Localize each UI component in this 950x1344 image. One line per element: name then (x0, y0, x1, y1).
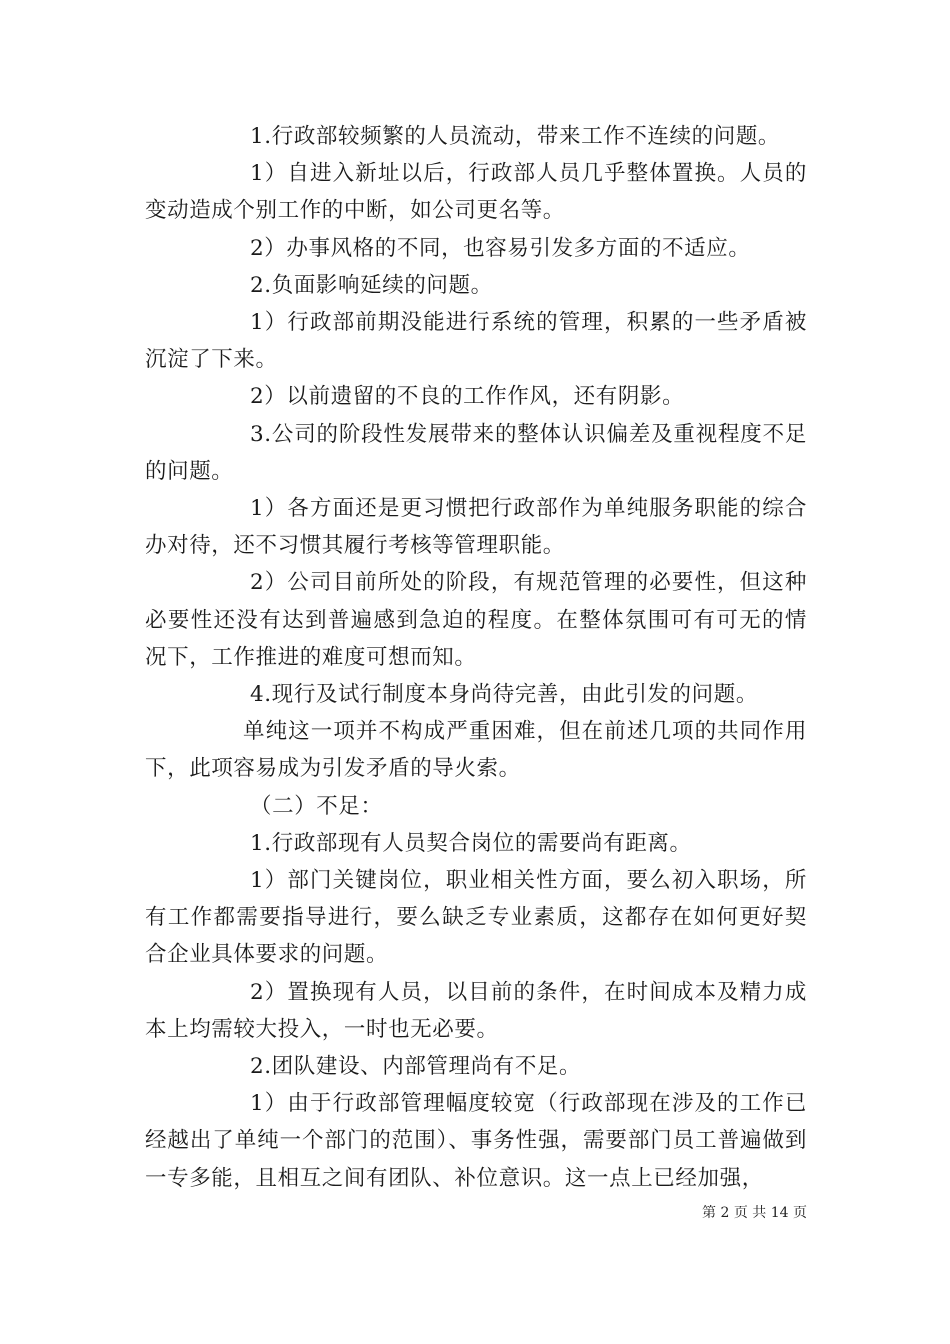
paragraph: 2.负面影响延续的问题。 (250, 272, 493, 298)
paragraph: 4.现行及试行制度本身尚待完善，由此引发的问题。 (250, 682, 758, 708)
paragraph: 1）由于行政部管理幅度较宽（行政部现在涉及的工作已经越出了单纯一个部门的范围）、事务性强，需要部门员工普遍做到一专多能，且相互之间有团队、补位意识。这一点上已经加强， (145, 1091, 807, 1191)
paragraph: 1）行政部前期没能进行系统的管理，积累的一些矛盾被沉淀了下来。 (145, 310, 807, 373)
paragraph: 2）公司目前所处的阶段，有规范管理的必要性，但这种必要性还没有达到普遍感到急迫的程度。在整体氛围可有可无的情况下，工作推进的难度可想而知。 (145, 570, 807, 670)
paragraph: 2）办事风格的不同，也容易引发多方面的不适应。 (250, 235, 751, 261)
paragraph: 1）部门关键岗位，职业相关性方面，要么初入职场，所有工作都需要指导进行，要么缺乏专业素质，这都存在如何更好契合企业具体要求的问题。 (145, 868, 807, 968)
paragraph: 2）置换现有人员，以目前的条件，在时间成本及精力成本上均需较大投入，一时也无必要。 (145, 979, 807, 1042)
paragraph: 1）自进入新址以后，行政部人员几乎整体置换。人员的变动造成个别工作的中断，如公司更名等。 (145, 161, 807, 224)
page-number-footer: 第 2 页 共 14 页 (702, 1205, 807, 1221)
paragraph: 2）以前遗留的不良的工作作风，还有阴影。 (250, 384, 685, 410)
paragraph: 3.公司的阶段性发展带来的整体认识偏差及重视程度不足的问题。 (145, 421, 807, 484)
paragraph: 1.行政部较频繁的人员流动，带来工作不连续的问题。 (250, 124, 781, 149)
section-heading: （二）不足： (250, 793, 383, 819)
paragraph: 2.团队建设、内部管理尚有不足。 (250, 1054, 582, 1080)
paragraph: 1）各方面还是更习惯把行政部作为单纯服务职能的综合办对待，还不习惯其履行考核等管理职能。 (145, 496, 807, 559)
paragraph: 单纯这一项并不构成严重困难，但在前述几项的共同作用下，此项容易成为引发矛盾的导火索。 (145, 719, 807, 782)
document-body (145, 118, 807, 1197)
paragraph: 1.行政部现有人员契合岗位的需要尚有距离。 (250, 830, 692, 856)
